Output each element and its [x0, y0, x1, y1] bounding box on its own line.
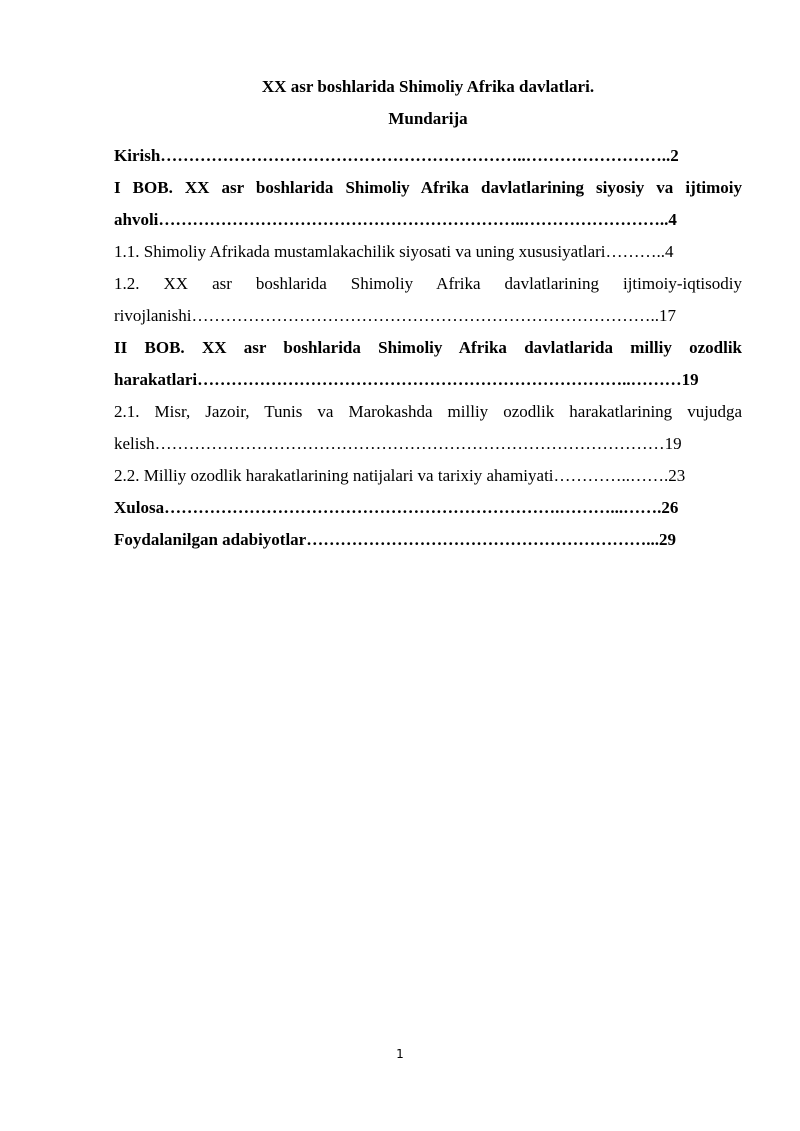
toc-heading: Mundarija	[388, 109, 468, 128]
toc-entry: Foydalanilgan adabiyotlar……………………………………………………...29	[114, 530, 676, 549]
page-number: 1	[396, 1047, 404, 1061]
toc-entry: Xulosa…………………………………………………………….………...…….26	[114, 498, 679, 517]
document-title: XX asr boshlarida Shimoliy Afrika davlatlari.	[261, 77, 595, 96]
toc-entry: 1.2. XX asr boshlarida Shimoliy Afrika davlatlarining ijtimoiy-iqtisodiy rivojlanishi………………………………………………………………………..17	[114, 274, 742, 325]
page-content	[114, 76, 742, 556]
toc-entry: I BOB. XX asr boshlarida Shimoliy Afrika davlatlarining siyosiy va ijtimoiy ahvoli………………………………………………………..……………………..4	[114, 178, 742, 229]
table-of-contents	[114, 140, 742, 556]
toc-entry: 2.2. Milliy ozodlik harakatlarining natijalari va tarixiy ahamiyati…………..…….23	[114, 466, 686, 485]
toc-entry: Kirish………………………………………………………..……………………..2	[114, 146, 679, 165]
toc-entry: 1.1. Shimoliy Afrikada mustamlakachilik siyosati va uning xususiyatlari………..4	[114, 242, 674, 261]
toc-entry: II BOB. XX asr boshlarida Shimoliy Afrika davlatlarida milliy ozodlik harakatlari…………………………………………………………………..………19	[114, 338, 742, 389]
toc-entry: 2.1. Misr, Jazoir, Tunis va Marokashda milliy ozodlik harakatlarining vujudga kelish………………………………………………………………………………19	[114, 402, 742, 453]
